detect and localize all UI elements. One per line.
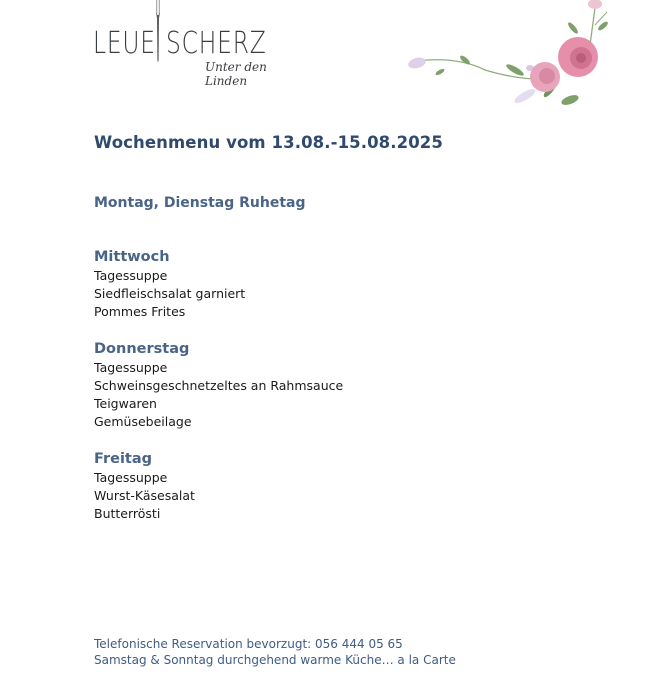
day-section-mittwoch: [94, 248, 245, 321]
dish-item: Schweinsgeschnetzeltes an Rahmsauce: [94, 378, 344, 393]
dish-item: Tagessuppe: [94, 268, 168, 283]
logo-subtitle: Unter den Linden: [205, 60, 267, 88]
restaurant-logo: [93, 12, 303, 88]
dish-item: Teigwaren: [94, 396, 157, 411]
dish-item: Gemüsebeilage: [94, 414, 192, 429]
menu-title: Wochenmenu vom 13.08.-15.08.2025: [94, 133, 443, 152]
dish-item: Pommes Frites: [94, 304, 186, 319]
dish-item: Tagessuppe: [94, 470, 168, 485]
fork-icon: [154, 0, 162, 64]
day-section-donnerstag: [94, 340, 343, 431]
rest-days-notice: Montag, Dienstag Ruhetag: [94, 195, 306, 211]
dish-item: Siedfleischsalat garniert: [94, 286, 246, 301]
rose-garland-icon: [395, 0, 630, 115]
logo-word-scherz: SCHERZ: [166, 26, 267, 61]
footer-notes: [94, 637, 456, 668]
logo-word-leue: LEUE: [93, 26, 156, 61]
day-section-freitag: [94, 450, 195, 523]
day-heading: Donnerstag: [94, 341, 190, 357]
weekend-notice: Samstag & Sonntag durchgehend warme Küche… a la Carte: [94, 652, 456, 667]
day-heading: Mittwoch: [94, 249, 170, 265]
dish-item: Wurst-Käsesalat: [94, 488, 195, 503]
dish-item: Tagessuppe: [94, 360, 168, 375]
dish-item: Butterrösti: [94, 506, 161, 521]
reservation-phone: Telefonische Reservation bevorzugt: 056 444 05 65: [94, 637, 403, 651]
day-heading: Freitag: [94, 451, 153, 467]
